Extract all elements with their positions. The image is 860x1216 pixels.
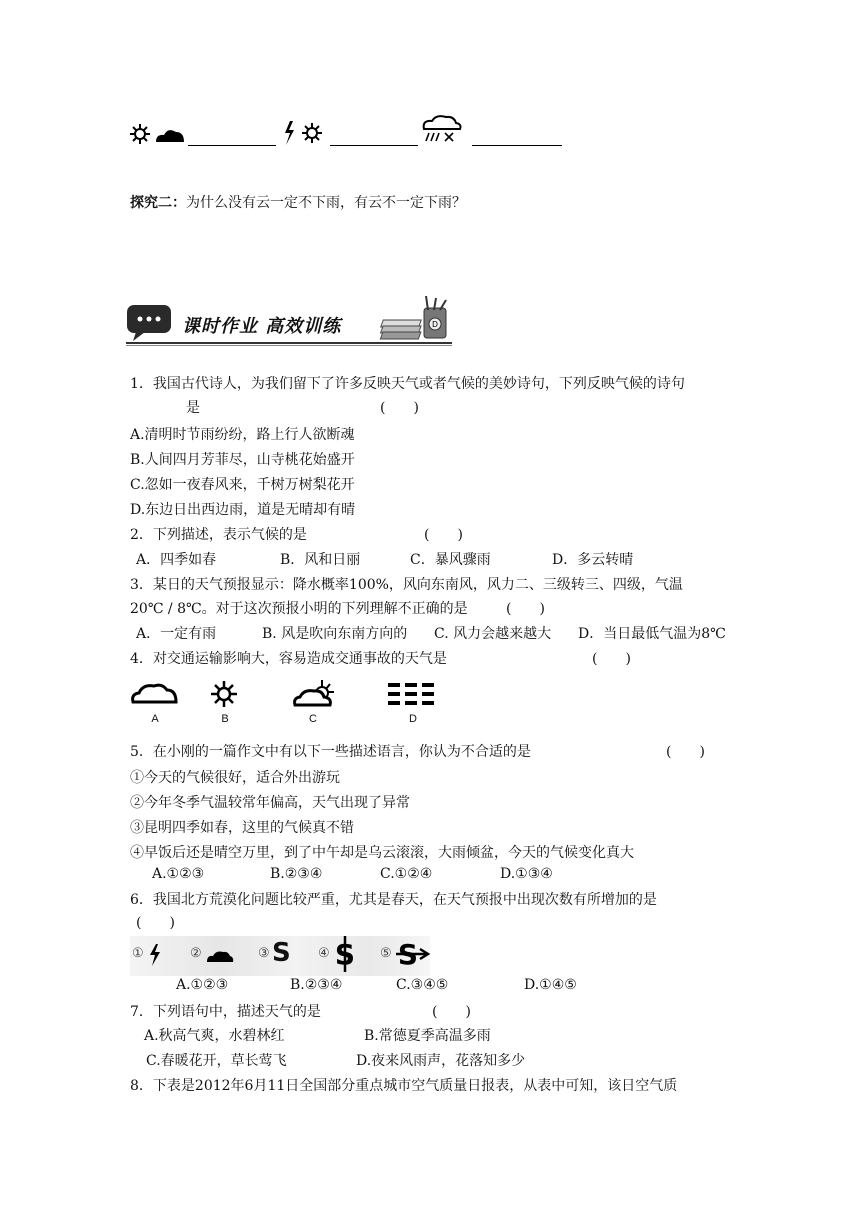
q5-statement-4: ④早饭后还是晴空万里，到了中午却是乌云滚滚，大雨倾盆，今天的气候变化真大: [130, 845, 634, 861]
q5-answer-bracket[interactable]: ( ): [666, 744, 705, 760]
q4-label-a: A: [151, 713, 159, 725]
q6-option-b[interactable]: B.②③④: [290, 977, 343, 993]
q6-stem: 6．我国北方荒漠化问题比较严重，尤其是春天，在天气预报中出现次数有所增加的是: [130, 892, 657, 908]
thunder-sunny-icon: [282, 120, 324, 146]
banner-rule-thin: [126, 345, 452, 346]
q3-stem-cont: 20℃ / 8℃。对于这次预报小明的下列理解不正确的是: [130, 601, 468, 617]
q1-option-b[interactable]: B.人间四月芳菲尽，山寺桃花始盛开: [130, 452, 355, 468]
q4-answer-bracket[interactable]: ( ): [592, 651, 631, 667]
books-pencil-icon: [388, 296, 452, 344]
fog-icon[interactable]: [388, 682, 438, 706]
q1-answer-bracket[interactable]: ( ): [380, 400, 419, 416]
partly-cloudy-icon[interactable]: [292, 678, 338, 708]
q4-label-c: C: [309, 713, 317, 725]
q5-statement-3: ③昆明四季如春，这里的气候真不错: [130, 820, 354, 836]
q7-option-b[interactable]: B.常德夏季高温多雨: [364, 1028, 491, 1044]
q6-option-d[interactable]: D.①④⑤: [524, 977, 577, 993]
q3-stem: 3．某日的天气预报显示：降水概率100%，风向东南风，风力二、三级转三、四级，气温: [130, 577, 683, 593]
q6-num-2: ②: [190, 946, 202, 961]
speech-bubble-icon: [126, 304, 174, 342]
explore-two-label: 探究二：: [130, 195, 186, 211]
q1-option-c[interactable]: C.忽如一夜春风来，千树万树梨花开: [130, 477, 355, 493]
q7-option-c[interactable]: C.春暖花开，草长莺飞: [146, 1053, 287, 1069]
q6-num-3: ③: [258, 946, 270, 961]
q1-stem: 1．我国古代诗人，为我们留下了许多反映天气或者气候的美妙诗句，下列反映气候的诗句: [130, 376, 685, 392]
q3-option-c[interactable]: C. 风力会越来越大: [434, 626, 552, 642]
explore-two: [130, 192, 466, 212]
q6-option-a[interactable]: A.①②③: [176, 977, 229, 993]
q2-option-c[interactable]: C．暴风骤雨: [410, 552, 491, 568]
q5-statement-2: ②今年冬季气温较常年偏高，天气出现了异常: [130, 795, 410, 811]
cloudy-icon[interactable]: [130, 682, 178, 704]
q4-label-b: B: [221, 713, 229, 725]
banner-title: 课时作业 高效训练: [182, 316, 342, 337]
badge-letter: D: [432, 320, 438, 329]
q6-num-4: ④: [318, 946, 330, 961]
svg-text:S: S: [334, 938, 356, 971]
q1-option-a[interactable]: A.清明时节雨纷纷，路上行人欲断魂: [130, 427, 355, 443]
q7-option-a[interactable]: A.秋高气爽，水碧林红: [144, 1028, 285, 1044]
q6-answer-bracket[interactable]: ( ): [136, 915, 175, 931]
q5-option-c[interactable]: C.①②④: [380, 866, 433, 882]
answer-blank[interactable]: [330, 145, 418, 146]
q7-stem: 7．下列语句中，描述天气的是: [130, 1004, 321, 1020]
answer-blank[interactable]: [472, 145, 562, 146]
q7-answer-bracket[interactable]: ( ): [432, 1004, 471, 1020]
q5-statement-1: ①今天的气候很好，适合外出游玩: [130, 770, 340, 786]
q4-label-d: D: [409, 713, 417, 725]
q2-option-b[interactable]: B．风和日丽: [280, 552, 361, 568]
q1-option-d[interactable]: D.东边日出西边雨，道是无晴却有晴: [130, 502, 356, 518]
explore-two-question: 为什么没有云一定不下雨，有云不一定下雨？: [186, 195, 466, 211]
q2-stem: 2．下列描述，表示气候的是: [130, 527, 307, 543]
sleet-icon: [420, 114, 462, 146]
q1-stem-cont: 是: [186, 400, 200, 416]
answer-blank[interactable]: [188, 145, 276, 146]
q6-option-c[interactable]: C.③④⑤: [396, 977, 449, 993]
q5-option-d[interactable]: D.①③④: [500, 866, 553, 882]
q5-option-b[interactable]: B.②③④: [270, 866, 323, 882]
blowing-sand-icon[interactable]: [334, 936, 356, 972]
q3-option-a[interactable]: A．一定有雨: [136, 626, 217, 642]
q4-stem: 4．对交通运输影响大，容易造成交通事故的天气是: [130, 651, 447, 667]
q2-answer-bracket[interactable]: ( ): [424, 527, 463, 543]
q6-num-1: ①: [132, 946, 144, 961]
thunder-icon[interactable]: [148, 944, 162, 966]
q7-option-d[interactable]: D.夜来风雨声，花落知多少: [356, 1053, 526, 1069]
q3-answer-bracket[interactable]: ( ): [506, 601, 545, 617]
cloud-filled-icon[interactable]: [206, 950, 234, 962]
q6-num-5: ⑤: [380, 946, 392, 961]
sunny-icon[interactable]: [210, 680, 238, 708]
q5-option-a[interactable]: A.①②③: [152, 866, 205, 882]
q3-option-d[interactable]: D．当日最低气温为8℃: [578, 626, 726, 642]
q2-option-a[interactable]: A．四季如春: [136, 552, 217, 568]
sunny-cloudy-icon: [130, 122, 186, 146]
q8-stem: 8．下表是2012年6月11日全国部分重点城市空气质量日报表，从表中可知，该日空气质: [130, 1078, 678, 1094]
svg-text:S: S: [397, 938, 419, 971]
q5-stem: 5．在小刚的一篇作文中有以下一些描述语言，你认为不合适的是: [130, 744, 531, 760]
floating-dust-icon[interactable]: S: [272, 938, 291, 968]
q2-option-d[interactable]: D．多云转晴: [552, 552, 634, 568]
q3-option-b[interactable]: B. 风是吹向东南方向的: [262, 626, 408, 642]
sandstorm-icon[interactable]: [396, 936, 430, 972]
